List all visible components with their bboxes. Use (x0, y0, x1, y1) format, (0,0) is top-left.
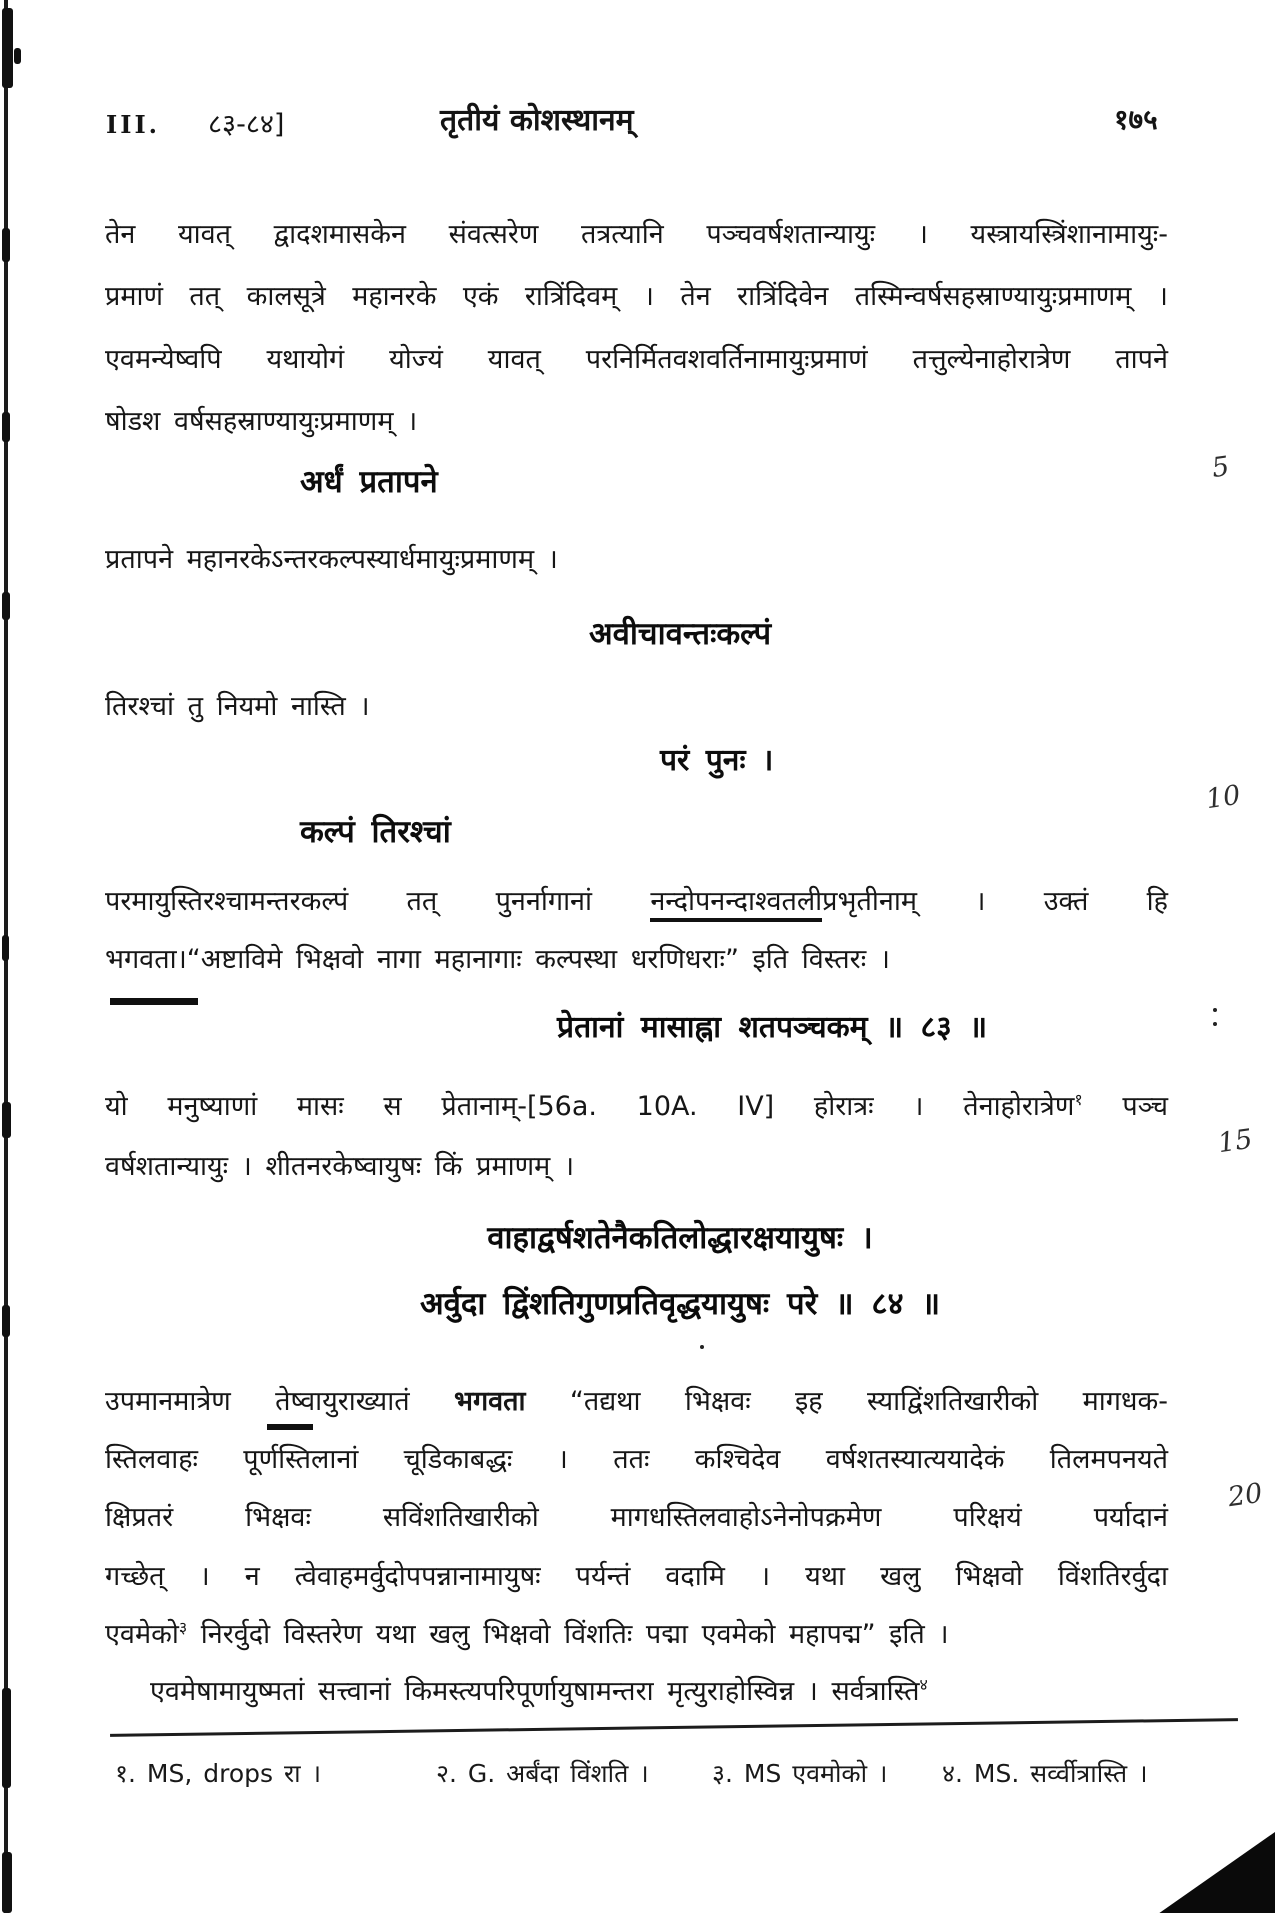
page-number: १७५ (1114, 103, 1158, 136)
karika-84-line-1: वाहाद्वर्षशतेनैकतिलोद्धारक्षयायुषः । (487, 1220, 873, 1256)
paragraph-line: षोडश वर्षसहस्राण्यायुःप्रमाणम् । (105, 406, 418, 437)
spine-ink-blob (2, 1852, 12, 1913)
paragraph-line (105, 882, 1168, 922)
footnote-rule (110, 1718, 1238, 1737)
karika-84-line-2: अर्वुदा द्विंशतिगुणप्रतिवृद्धयायुषः परे ॥ ८४ ॥ (419, 1286, 941, 1322)
volume-number: III. (106, 110, 161, 139)
paragraph-line: एवमन्येष्वपि यथायोगं योज्यं यावत् परनिर्मितवशवर्तिनामायुःप्रमाणं तत्तुल्येनाहोरात्रेण तापने (105, 344, 1168, 375)
footnote-4: ४. MS. सर्व्वीत्रास्ति । (942, 1759, 1148, 1788)
underlined-term-nandopananda: नन्दोपनन्दाश्वतली (650, 886, 822, 922)
ink-speck (1213, 1022, 1217, 1026)
paragraph-text: यो मनुष्याणां मासः स प्रेतानाम्-[56a. 10A. IV] होरात्रः । तेनाहोरात्रेण (105, 1091, 1075, 1122)
footnote-marker-4: ४ (919, 1675, 928, 1694)
paragraph-line (105, 1087, 1168, 1127)
spine-ink-blob (2, 412, 10, 442)
margin-line-number-10: 10 (1204, 779, 1243, 816)
paragraph-line: वर्षशतान्यायुः । शीतनरकेष्वायुषः किं प्रमाणम् । (105, 1151, 575, 1182)
footnote-marker-1: १ (1074, 1090, 1083, 1109)
spine-ink-blob (2, 1305, 10, 1337)
line-param-punah: परं पुनः । (660, 743, 774, 778)
page-corner-fold (1152, 1832, 1275, 1913)
paragraph-text: पञ्च (1082, 1091, 1168, 1122)
paragraph-line (150, 1672, 1168, 1712)
spine-ink-blob (14, 48, 21, 64)
footnote-marker-3: ३ (178, 1618, 188, 1637)
spine-ink-blob (2, 8, 13, 88)
overline-correction-mark (267, 1424, 313, 1430)
paragraph-line: भगवता।“अष्टाविमे भिक्षवो नागा महानागाः कल्पस्था धरणिधराः” इति विस्तरः । (105, 944, 890, 975)
paragraph-text: एवमेको (105, 1619, 179, 1650)
paragraph-text: “तद्यथा भिक्षवः इह स्याद्विंशतिखारीको मागधक- (525, 1386, 1169, 1417)
paragraph-line: क्षिप्रतरं भिक्षवः सविंशतिखारीको मागधस्तिलवाहोऽनेनोपक्रमेण परिक्षयं पर्यादानं (105, 1502, 1168, 1533)
paragraph-text: परमायुस्तिरश्चामन्तरकल्पं तत् पुनर्नागानां (105, 886, 651, 917)
paragraph-text: उपमानमात्रेण तेष्वायुराख्यातं (105, 1386, 454, 1417)
karika-83: प्रेतानां मासाह्ना शतपञ्चकम् ॥ ८३ ॥ (557, 1010, 988, 1045)
footnote-3: ३. MS एवमोको । (712, 1759, 888, 1788)
paragraph-line: गच्छेत् । न त्वेवाहमर्वुदोपपन्नानामायुषः पर्यन्तं वदामि । यथा खलु भिक्षवो विंशतिरर्वुदा (105, 1561, 1168, 1592)
spine-ink-blob (2, 228, 10, 262)
footnote-2: २. G. अर्बंदा विंशति । (436, 1759, 649, 1788)
spine-ink-blob (2, 1688, 11, 1788)
paragraph-line: स्तिलवाहः पूर्णस्तिलानां चूडिकाबद्धः । ततः कश्चिदेव वर्षशतस्यात्ययादेकं तिलमपनयते (105, 1444, 1168, 1475)
margin-line-number-5: 5 (1209, 450, 1232, 485)
bhagavata-underline-mark (110, 998, 198, 1005)
paragraph-text: एवमेषामायुष्मतां सत्त्वानां किमस्त्यपरिपूर्णायुषामन्तरा मृत्युराहोस्विन्न । सर्वत्रास्ति (150, 1676, 920, 1707)
section-heading-kalpa-tirascham: कल्पं तिरश्चां (300, 814, 451, 850)
paragraph-line (105, 1382, 1168, 1422)
margin-line-number-15: 15 (1216, 1123, 1255, 1160)
running-title: तृतीयं कोशस्थानम् (440, 103, 634, 138)
spine-ink-blob (2, 1102, 11, 1138)
spine-ink-blob (2, 935, 9, 961)
paragraph-line (105, 1615, 1168, 1655)
paragraph-line: तेन यावत् द्वादशमासकेन संवत्सरेण तत्रत्यानि पञ्चवर्षशतान्यायुः । यस्त्रायस्त्रिंशानामायुः- (105, 219, 1168, 250)
ink-speck (700, 1345, 704, 1349)
karika-range-ref: ८३-८४] (208, 109, 285, 140)
paragraph-text: प्रभृतीनाम् । उक्तं हि (822, 886, 1168, 917)
paragraph-text: निरर्वुदो विस्तरेण यथा खलु भिक्षवो विंशतिः पद्मा एवमेको महापद्म” इति । (187, 1619, 949, 1650)
footnote-1: १. MS, drops रा । (115, 1759, 322, 1788)
paragraph-line: तिरश्चां तु नियमो नास्ति । (105, 691, 370, 722)
spine-ink-blob (2, 592, 10, 620)
paragraph-line: प्रतापने महानरकेऽन्तरकल्पस्यार्धमायुःप्रमाणम् । (105, 544, 558, 575)
section-heading-ardha-pratapane: अर्धं प्रतापने (300, 464, 438, 500)
paragraph-line: प्रमाणं तत् कालसूत्रे महानरके एकं रात्रिंदिवम् । तेन रात्रिंदिवेन तस्मिन्वर्षसहस्राण्यायुःप्रमाणम् । (105, 281, 1168, 312)
section-heading-avichi-kalpa: अवीचावन्तःकल्पं (588, 616, 772, 652)
ink-speck (1213, 1008, 1217, 1012)
margin-line-number-20: 20 (1226, 1477, 1265, 1514)
emphasized-word-bhagavata: भगवता (453, 1386, 526, 1417)
